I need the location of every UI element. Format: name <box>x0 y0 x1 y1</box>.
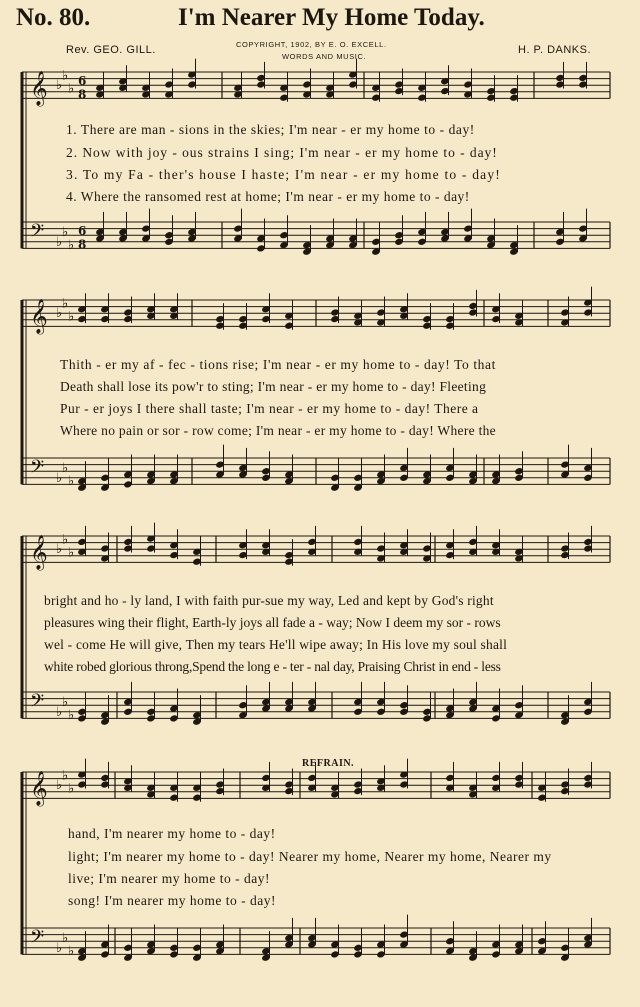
time-signature: 6 <box>78 224 87 239</box>
treble-clef-icon: 𝄞 <box>30 535 48 570</box>
flat-icon: ♭ <box>68 309 75 325</box>
refrain-label: REFRAIN. <box>302 758 355 769</box>
verse-2-line-3: pleasures wing their flight, Earth-ly joys all fade a - way; Now I deem my sor - rows <box>44 615 501 630</box>
hymn-title: I'm Nearer My Home Today. <box>178 4 485 31</box>
verse-2-line-2: Death shall lose its pow'r to sting; I'm near - er my home to - day! Fleeting <box>60 379 487 394</box>
treble-clef-icon: 𝄞 <box>30 771 48 806</box>
flat-icon: ♭ <box>68 545 75 561</box>
flat-icon: ♭ <box>62 224 69 240</box>
composer-credit: H. P. DANKS. <box>518 44 592 56</box>
flat-icon: ♭ <box>56 542 63 558</box>
flat-icon: ♭ <box>68 708 75 724</box>
flat-icon: ♭ <box>62 532 69 548</box>
verse-4-line-1: 4. Where the ransomed rest at home; I'm near - er my home to - day! <box>66 189 470 204</box>
treble-clef-icon: 𝄞 <box>30 299 48 334</box>
flat-icon: ♭ <box>62 296 69 312</box>
bass-clef-icon: 𝄢 <box>30 927 45 952</box>
verse-3-line-1: 3. To my Fa - ther's house I haste; I'm near - er my home to - day! <box>66 167 501 182</box>
time-signature: 6 <box>78 74 87 89</box>
verse-1-line-4: hand, I'm nearer my home to - day! <box>68 826 276 841</box>
verse-4-line-4: song! I'm nearer my home to - day! <box>68 893 276 908</box>
flat-icon: ♭ <box>62 694 69 710</box>
treble-clef-icon: 𝄞 <box>30 71 48 106</box>
flat-icon: ♭ <box>56 470 63 486</box>
words-and-music-line: WORDS AND MUSIC. <box>282 52 367 61</box>
bass-clef-icon: 𝄢 <box>30 221 45 246</box>
flat-icon: ♭ <box>62 460 69 476</box>
flat-icon: ♭ <box>56 940 63 956</box>
verse-1-line-2: Thith - er my af - fec - tions rise; I'm near - er my home to - day! To that <box>60 357 496 372</box>
flat-icon: ♭ <box>56 78 63 94</box>
verse-1-line-1: 1. There are man - sions in the skies; I'm near - er my home to - day! <box>66 122 475 137</box>
flat-icon: ♭ <box>68 81 75 97</box>
verse-1-line-3: bright and ho - ly land, I with faith pur-sue my way, Led and kept by God's right <box>44 593 494 608</box>
flat-icon: ♭ <box>56 778 63 794</box>
verse-2-line-1: 2. Now with joy - ous strains I sing; I'm near - er my home to - day! <box>66 145 498 160</box>
verse-3-line-4: live; I'm nearer my home to - day! <box>68 871 270 886</box>
verse-4-line-3: white robed glorious throng,Spend the long e - ter - nal day, Praising Christ in end - less <box>44 659 501 674</box>
hymn-number: No. 80. <box>16 4 91 31</box>
flat-icon: ♭ <box>62 768 69 784</box>
flat-icon: ♭ <box>68 238 75 254</box>
lyricist-credit: Rev. GEO. GILL. <box>66 44 156 56</box>
flat-icon: ♭ <box>62 930 69 946</box>
flat-icon: ♭ <box>56 306 63 322</box>
verse-4-line-2: Where no pain or sor - row come; I'm near - er my home to - day! Where the <box>60 423 496 438</box>
copyright-line: COPYRIGHT, 1902, BY E. O. EXCELL. <box>236 40 387 49</box>
flat-icon: ♭ <box>68 944 75 960</box>
flat-icon: ♭ <box>68 781 75 797</box>
flat-icon: ♭ <box>56 234 63 250</box>
time-signature: 8 <box>78 87 87 102</box>
bass-clef-icon: 𝄢 <box>30 457 45 482</box>
flat-icon: ♭ <box>56 704 63 720</box>
verse-3-line-2: Pur - er joys I there shall taste; I'm near - er my home to - day! There a <box>60 401 479 416</box>
verse-3-line-3: wel - come He will give, Then my tears He'll wipe away; In His love my soul shall <box>44 637 508 652</box>
flat-icon: ♭ <box>68 474 75 490</box>
time-signature: 8 <box>78 237 87 252</box>
bass-clef-icon: 𝄢 <box>30 691 45 716</box>
verse-2-line-4: light; I'm nearer my home to - day! Nearer my home, Nearer my home, Nearer my <box>68 849 552 864</box>
flat-icon: ♭ <box>62 68 69 84</box>
